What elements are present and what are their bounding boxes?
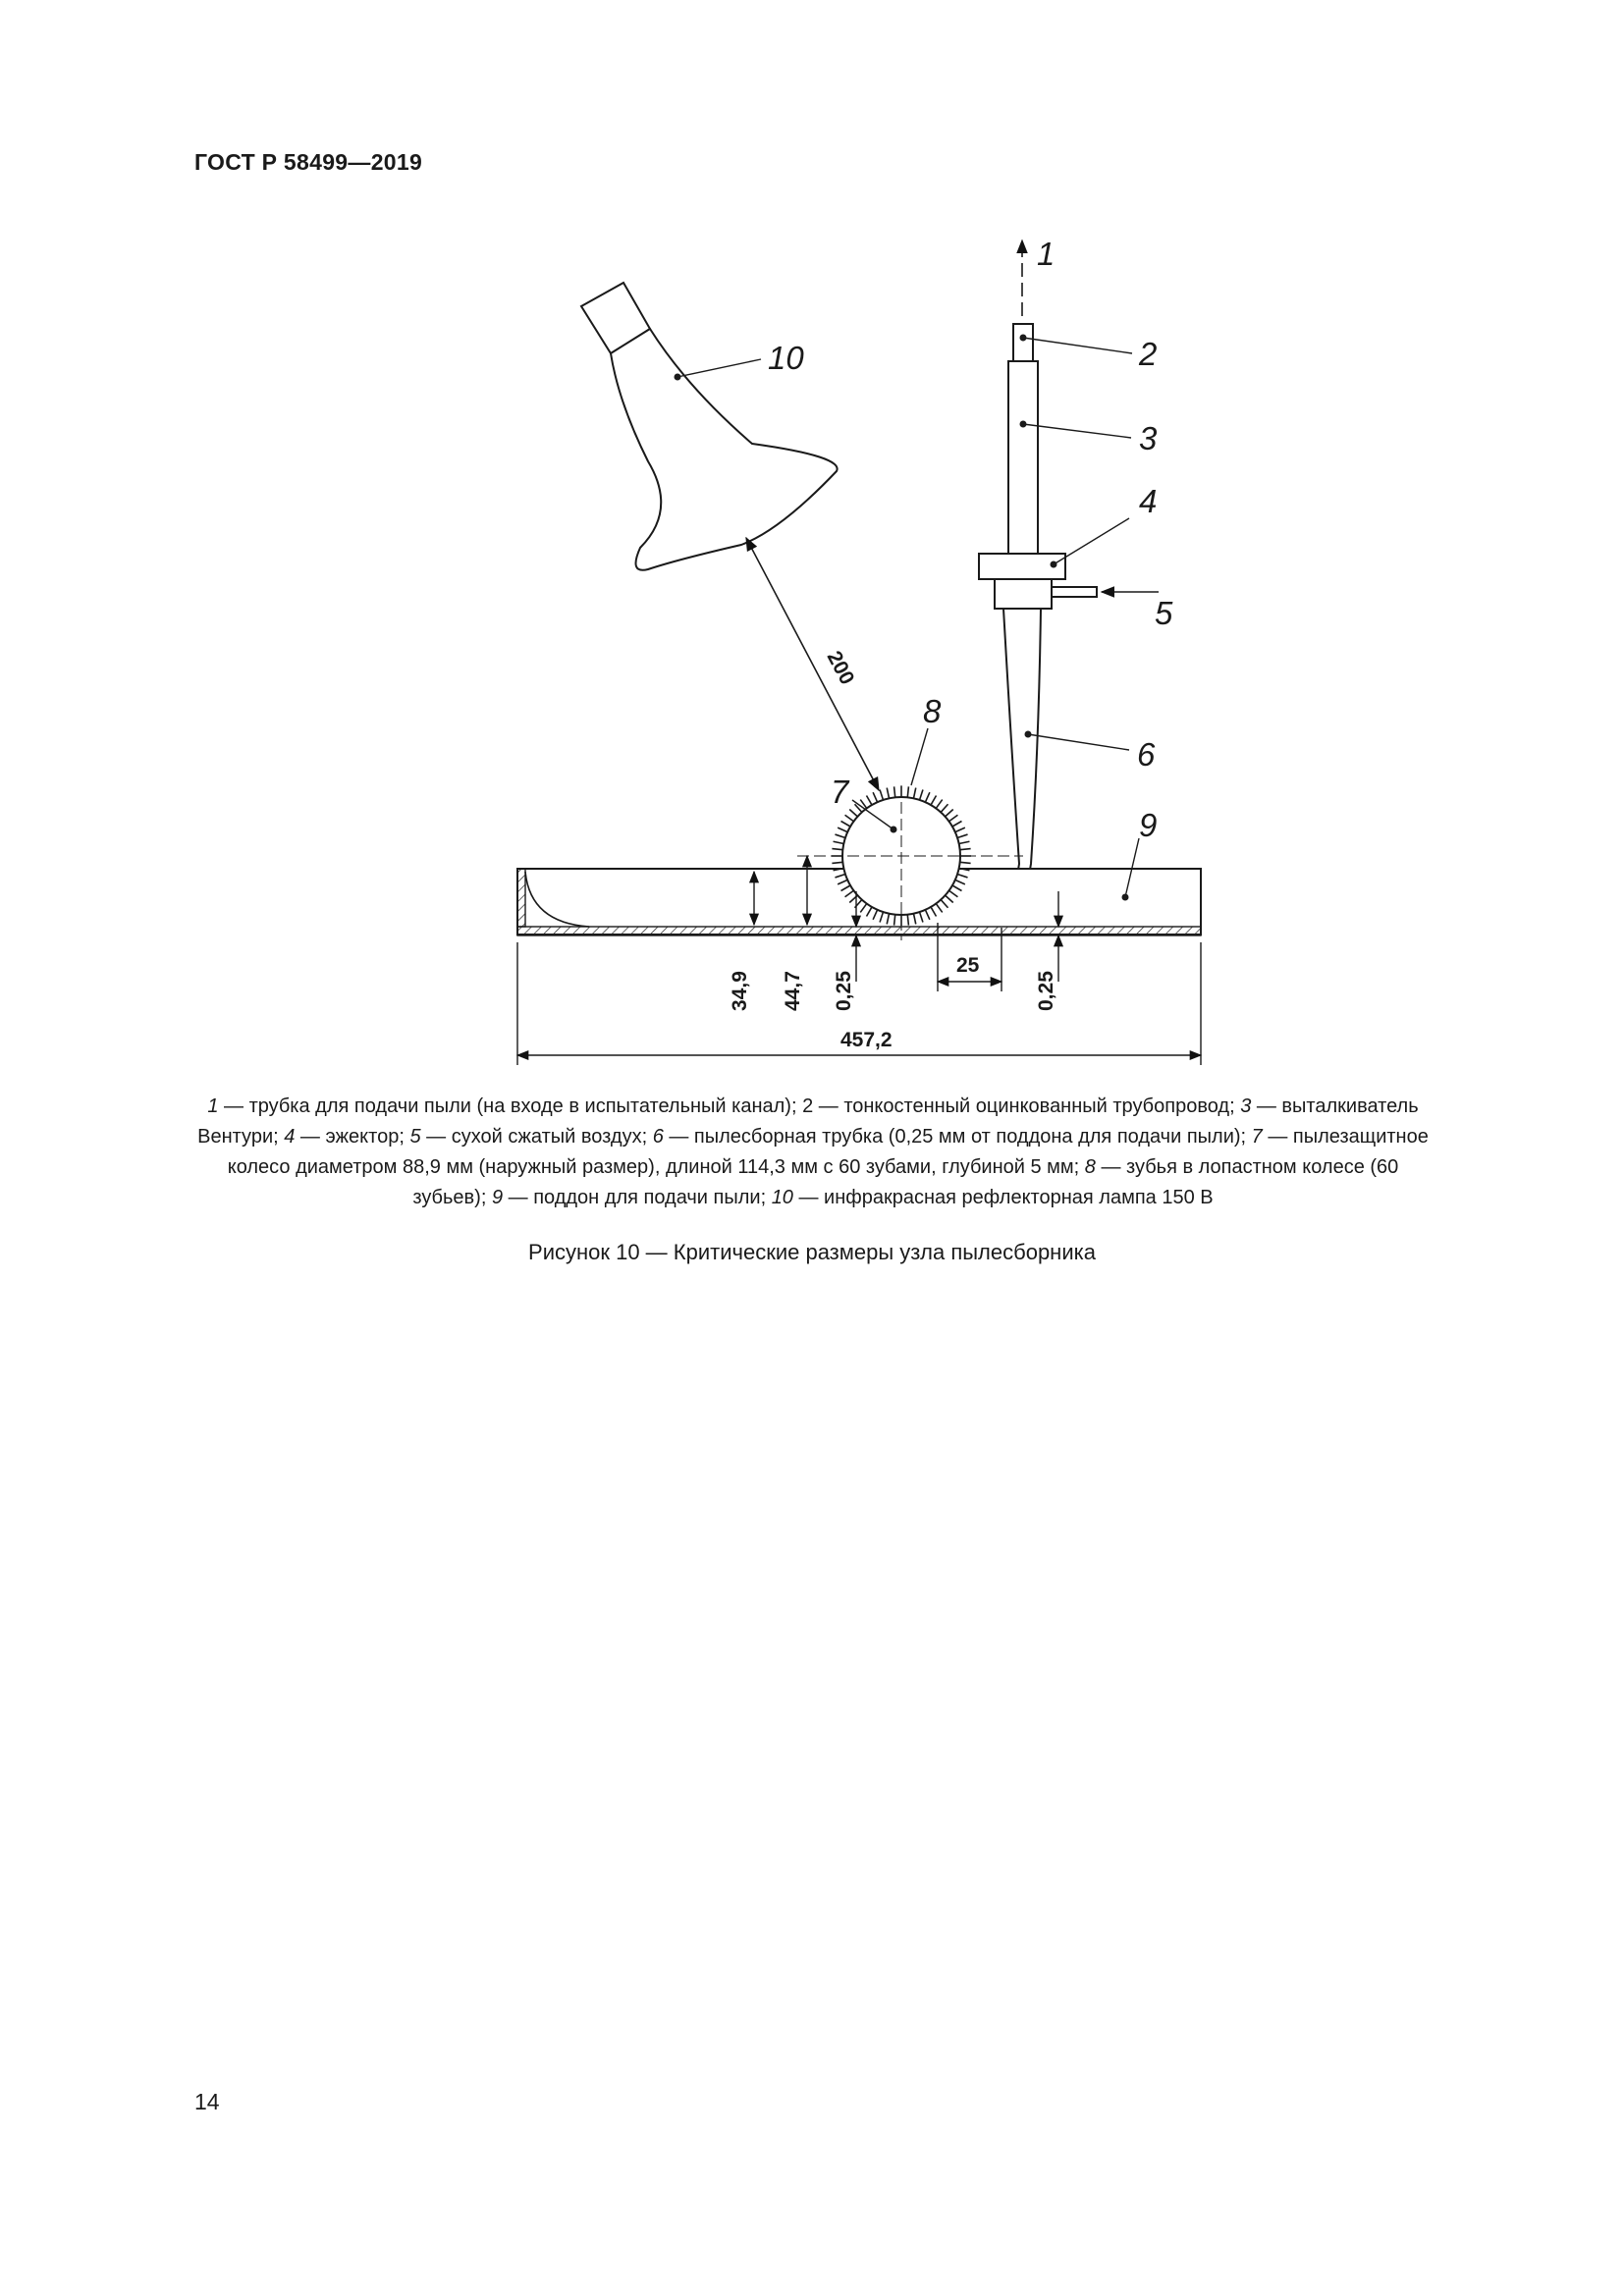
page-number: 14 (194, 2089, 220, 2114)
wheel-tooth (880, 789, 883, 799)
legend-item-4: 4 — эжектор; (284, 1126, 410, 1148)
wheel-tooth (955, 828, 965, 831)
figure-legend (194, 1092, 1432, 1213)
wheel-tooth (941, 804, 947, 812)
dim-gap-right: 0,25 (1035, 971, 1057, 1011)
dim-depth-b: 44,7 (782, 971, 804, 1011)
wheel-tooth (867, 796, 873, 806)
wheel-tooth (959, 841, 970, 843)
air-nozzle (1052, 587, 1097, 597)
wheel-tooth (913, 788, 915, 799)
dust-collector-figure (0, 0, 1624, 1080)
legend-item-9: 9 — поддон для подачи пыли; (491, 1187, 772, 1208)
dim-gap-left: 0,25 (833, 971, 855, 1011)
callout-3: 3 (1139, 420, 1158, 456)
legend-item-6: 6 — пылесборная трубка (0,25 мм от поддона для подачи пыли); (652, 1126, 1252, 1148)
wheel-tooth (946, 809, 953, 816)
wheel-tooth (949, 815, 958, 821)
ejector-body (995, 579, 1052, 609)
wheel-tooth (834, 841, 844, 843)
venturi-tube (1008, 361, 1038, 554)
callout-1: 1 (1037, 236, 1056, 272)
wheel-tooth (952, 822, 962, 828)
wheel-tooth (832, 849, 842, 850)
dim-lamp-distance: 200 (822, 647, 859, 689)
callout-8: 8 (923, 693, 942, 729)
legend-item-5: 5 — сухой сжатый воздух; (409, 1126, 653, 1148)
callout-10: 10 (768, 340, 804, 376)
lamp-distance-line (746, 538, 879, 790)
wheel-tooth (838, 828, 847, 831)
thin-tube (1013, 324, 1033, 361)
callout-2: 2 (1139, 336, 1158, 372)
tray-wall (517, 869, 525, 927)
wheel-tooth (894, 786, 895, 797)
wheel-tooth (931, 796, 937, 806)
document-header: ГОСТ Р 58499—2019 (194, 149, 423, 175)
wheel-tooth (960, 862, 971, 863)
wheel-tooth (936, 800, 942, 809)
legend-item-8: 8 — зубья в лопастном колесе (60 зубьев); (412, 1156, 1399, 1208)
figure-caption: Рисунок 10 — Критические размеры узла пылесборника (528, 1240, 1096, 1264)
wheel-tooth (907, 786, 908, 797)
callout-4: 4 (1139, 483, 1158, 519)
wheel-tooth (832, 862, 842, 863)
legend-item-10: 10 — инфракрасная рефлекторная лампа 150 В (771, 1187, 1214, 1208)
wheel-tooth (957, 834, 967, 837)
wheel-tooth (873, 792, 877, 802)
callout-5: 5 (1155, 595, 1173, 631)
wheel-tooth (920, 789, 923, 799)
wheel-tooth (887, 788, 889, 799)
wheel-tooth (925, 792, 929, 802)
callout-9: 9 (1139, 807, 1158, 843)
legend-item-1: 1 — трубка для подачи пыли (на входе в испытательный канал); (207, 1095, 803, 1117)
wheel-tooth (849, 809, 857, 816)
wheel-tooth (841, 822, 851, 828)
legend-item-7: 7 — пылезащитное колесо диаметром 88,9 мм (наружный размер), длиной 114,3 мм с 60 зубами, глубиной 5 мм; (227, 1126, 1429, 1178)
infrared-lamp (581, 283, 838, 570)
dim-tray-length: 457,2 (840, 1029, 893, 1051)
tray-bottom (517, 927, 1201, 935)
wheel-tooth (835, 834, 844, 837)
callout-7: 7 (831, 774, 849, 810)
wheel-tooth (845, 815, 854, 821)
wheel-tooth (960, 849, 971, 850)
legend-item-2: 2 — тонкостенный оцинкованный трубопровод; (802, 1095, 1241, 1117)
legend-item-3: 3 — выталкиватель Вентури; (197, 1095, 1419, 1148)
dim-depth-a: 34,9 (729, 971, 751, 1011)
dim-offset: 25 (956, 954, 980, 977)
callout-6: 6 (1137, 736, 1156, 773)
